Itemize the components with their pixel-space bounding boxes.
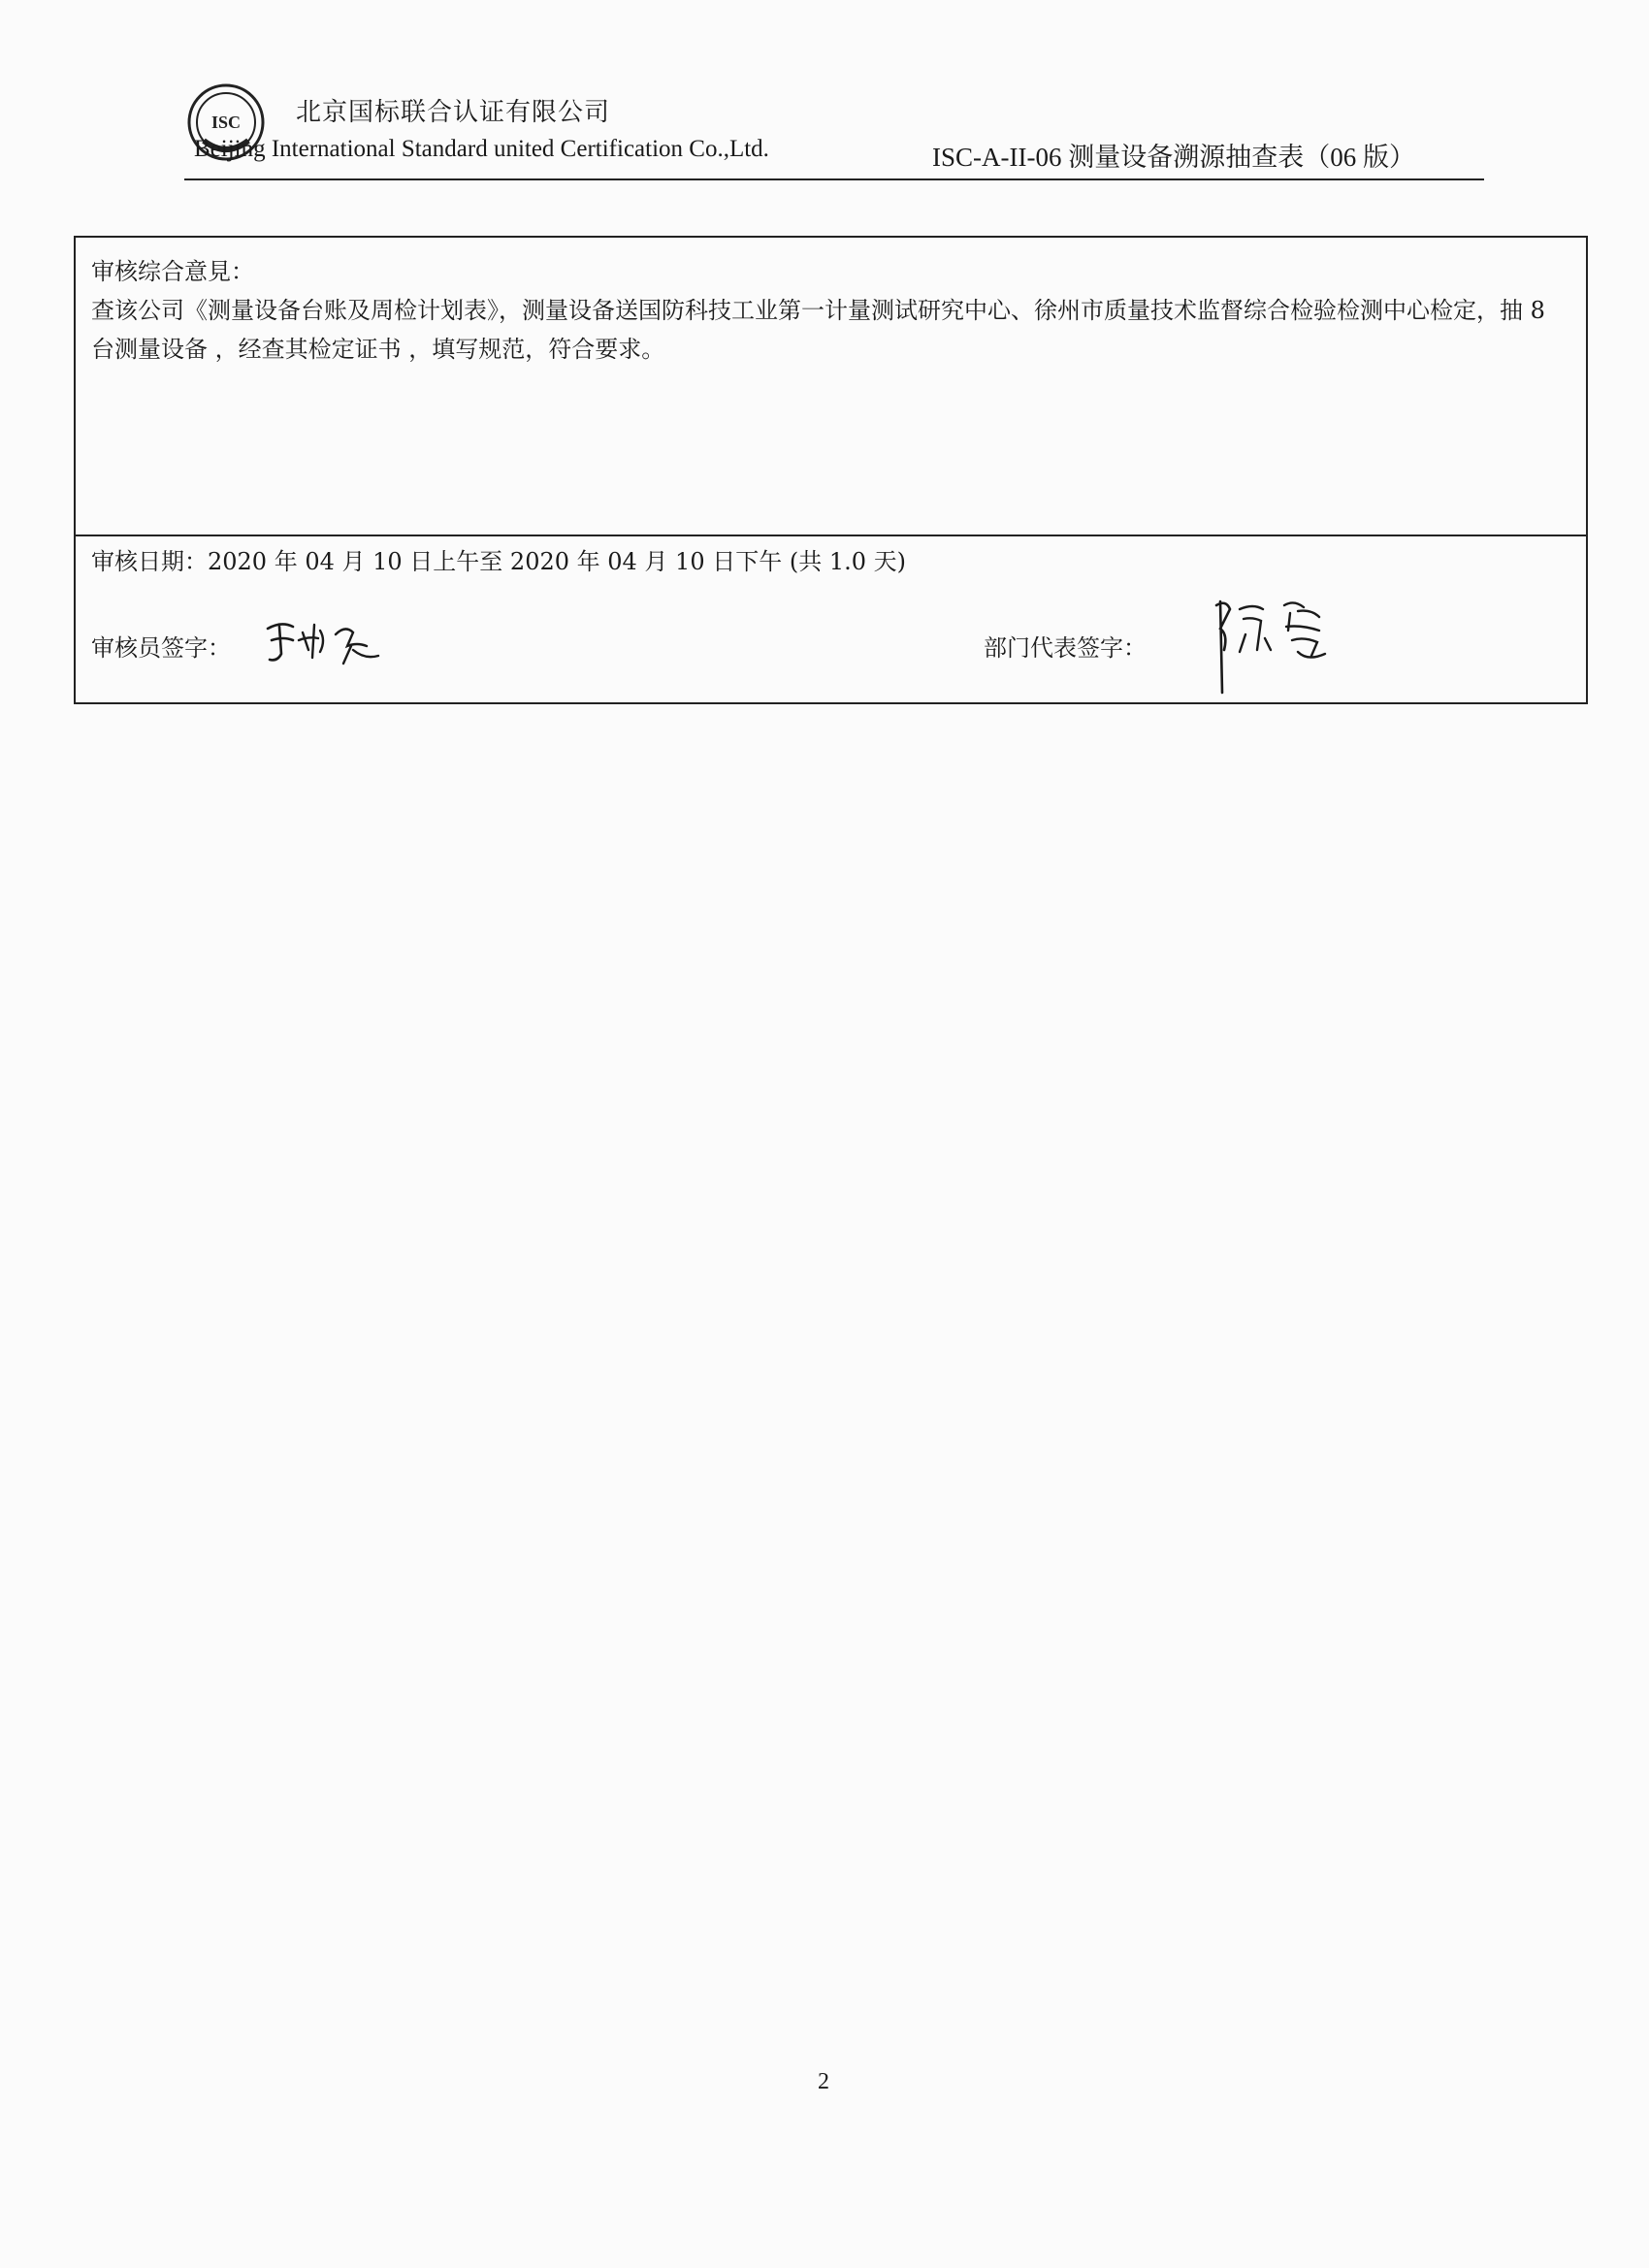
auditor-signature-label: 审核员签字： xyxy=(91,634,231,662)
dept-rep-signature xyxy=(1211,592,1337,698)
form-code-title: ISC-A-II-06 测量设备溯源抽查表（06 版） xyxy=(932,143,1415,172)
auditor-signature xyxy=(260,611,386,669)
page-number: 2 xyxy=(818,2069,829,2094)
opinion-text: 查该公司《测量设备台账及周检计划表》，测量设备送国防科技工业第一计量测试研究中心、徐州市质量技术监督综合检验检测中心检定，抽 8 台测量设备 ，经查其检定证书 ，填写规范，符合要求。 xyxy=(91,297,1545,363)
audit-date: 审核日期：2020 年 04 月 10 日上午至 2020 年 04 月 10 日下午 (共 1.0 天) xyxy=(91,548,907,575)
audit-form-table xyxy=(74,236,1588,704)
company-name-en: Beijing International Standard united Certification Co.,Ltd. xyxy=(194,136,769,162)
opinion-label: 审核综合意見： xyxy=(91,258,254,285)
logo-text: ISC xyxy=(210,113,242,132)
header-divider xyxy=(184,178,1484,180)
dept-rep-signature-label: 部门代表签字： xyxy=(984,634,1147,662)
company-name-cn: 北京国标联合认证有限公司 xyxy=(296,98,611,127)
row-divider xyxy=(76,535,1586,536)
